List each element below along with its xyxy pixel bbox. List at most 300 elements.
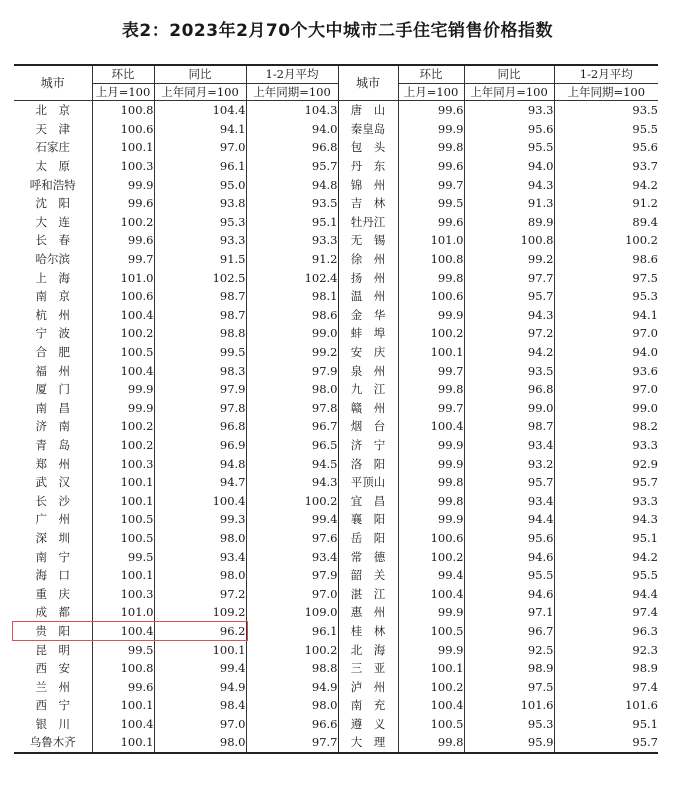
left-city-cell: 兰 州 xyxy=(35,679,70,694)
left-city-cell: 上 海 xyxy=(35,270,70,285)
avg-base-right: 上年同期=100 xyxy=(554,84,658,101)
tb-base-right: 上年同月=100 xyxy=(464,84,554,101)
right-avg-cell: 94.2 xyxy=(554,175,658,194)
left-tb-cell: 100.1 xyxy=(154,640,246,659)
right-hb-cell: 100.1 xyxy=(398,343,464,362)
table-row xyxy=(14,306,658,325)
right-tb-cell: 95.5 xyxy=(464,566,554,585)
right-tb-cell: 91.3 xyxy=(464,194,554,213)
left-city-cell: 合 肥 xyxy=(35,345,70,360)
right-city-cell: 济 宁 xyxy=(338,436,398,455)
left-avg-cell: 95.1 xyxy=(246,213,338,232)
right-tb-cell: 95.5 xyxy=(464,138,554,157)
table-row xyxy=(14,268,658,287)
left-avg-cell: 97.7 xyxy=(246,733,338,753)
left-city-cell: 西 宁 xyxy=(35,698,70,713)
left-avg-cell: 98.1 xyxy=(246,287,338,306)
right-tb-cell: 93.2 xyxy=(464,454,554,473)
right-city-cell: 桂 林 xyxy=(338,622,398,641)
left-city-cell: 沈 阳 xyxy=(35,196,70,211)
left-tb-cell: 93.4 xyxy=(154,547,246,566)
left-avg-cell: 95.7 xyxy=(246,157,338,176)
left-hb-cell: 100.1 xyxy=(92,733,154,753)
left-tb-cell: 98.3 xyxy=(154,361,246,380)
right-hb-cell: 100.5 xyxy=(398,622,464,641)
left-city-cell: 长 春 xyxy=(35,233,70,248)
table-row xyxy=(14,640,658,659)
right-city-cell: 锦 州 xyxy=(338,175,398,194)
left-tb-cell: 98.7 xyxy=(154,306,246,325)
left-tb-cell: 98.0 xyxy=(154,529,246,548)
left-city-cell: 重 庆 xyxy=(35,586,70,601)
right-tb-cell: 96.8 xyxy=(464,380,554,399)
left-tb-cell: 97.8 xyxy=(154,399,246,418)
left-city-cell: 海 口 xyxy=(35,568,70,583)
right-hb-cell: 99.9 xyxy=(398,120,464,139)
left-city-cell: 成 都 xyxy=(35,605,70,620)
table-row xyxy=(14,343,658,362)
left-city-cell: 青 岛 xyxy=(35,437,70,452)
left-avg-cell: 94.5 xyxy=(246,454,338,473)
city-header-right: 城市 xyxy=(338,65,398,101)
left-tb-cell: 94.8 xyxy=(154,454,246,473)
right-city-cell: 安 庆 xyxy=(338,343,398,362)
left-hb-cell: 100.3 xyxy=(92,454,154,473)
left-hb-cell: 100.5 xyxy=(92,529,154,548)
left-avg-cell: 97.9 xyxy=(246,361,338,380)
right-city-cell: 北 海 xyxy=(338,640,398,659)
left-hb-cell: 101.0 xyxy=(92,603,154,622)
left-city-cell: 厦 门 xyxy=(35,382,70,397)
right-city-cell: 丹 东 xyxy=(338,157,398,176)
left-tb-cell: 98.7 xyxy=(154,287,246,306)
left-city-cell: 福 州 xyxy=(35,363,70,378)
left-hb-cell: 99.5 xyxy=(92,547,154,566)
right-hb-cell: 99.7 xyxy=(398,175,464,194)
left-avg-cell: 99.4 xyxy=(246,510,338,529)
table-row xyxy=(14,361,658,380)
left-tb-cell: 97.0 xyxy=(154,138,246,157)
right-hb-cell: 99.8 xyxy=(398,733,464,753)
right-avg-cell: 93.6 xyxy=(554,361,658,380)
right-hb-cell: 99.6 xyxy=(398,213,464,232)
right-avg-cell: 91.2 xyxy=(554,194,658,213)
left-hb-cell: 100.4 xyxy=(92,715,154,734)
table-row xyxy=(14,157,658,176)
left-hb-cell: 100.2 xyxy=(92,324,154,343)
right-avg-cell: 95.3 xyxy=(554,287,658,306)
right-city-cell: 洛 阳 xyxy=(338,454,398,473)
right-hb-cell: 100.1 xyxy=(398,659,464,678)
left-avg-cell: 94.0 xyxy=(246,120,338,139)
right-avg-cell: 95.1 xyxy=(554,715,658,734)
left-avg-cell: 94.3 xyxy=(246,473,338,492)
right-avg-cell: 97.0 xyxy=(554,324,658,343)
table-row xyxy=(14,603,658,622)
right-tb-cell: 94.6 xyxy=(464,584,554,603)
table-row xyxy=(14,138,658,157)
tb-base-left: 上年同月=100 xyxy=(154,84,246,101)
left-avg-cell: 109.0 xyxy=(246,603,338,622)
left-hb-cell: 99.9 xyxy=(92,399,154,418)
right-tb-cell: 94.3 xyxy=(464,175,554,194)
left-tb-cell: 98.0 xyxy=(154,733,246,753)
left-avg-cell: 96.7 xyxy=(246,417,338,436)
left-avg-cell: 99.2 xyxy=(246,343,338,362)
left-city-cell: 南 京 xyxy=(35,289,70,304)
right-avg-cell: 99.0 xyxy=(554,399,658,418)
table-row xyxy=(14,399,658,418)
right-tb-cell: 98.9 xyxy=(464,659,554,678)
left-city-cell: 深 圳 xyxy=(35,530,70,545)
left-city-cell: 南 昌 xyxy=(35,400,70,415)
avg-header-right: 1-2月平均 xyxy=(554,65,658,84)
table-row xyxy=(14,417,658,436)
right-city-cell: 徐 州 xyxy=(338,250,398,269)
right-city-cell: 吉 林 xyxy=(338,194,398,213)
left-hb-cell: 100.5 xyxy=(92,343,154,362)
right-hb-cell: 99.6 xyxy=(398,157,464,176)
left-hb-cell: 99.9 xyxy=(92,175,154,194)
hb-base-left: 上月=100 xyxy=(92,84,154,101)
left-city-cell: 银 川 xyxy=(35,716,70,731)
tb-header-right: 同比 xyxy=(464,65,554,84)
right-city-cell: 包 头 xyxy=(338,138,398,157)
table-row xyxy=(14,436,658,455)
right-tb-cell: 97.5 xyxy=(464,677,554,696)
left-avg-cell: 97.6 xyxy=(246,529,338,548)
right-city-cell: 平顶山 xyxy=(338,473,398,492)
table-row xyxy=(14,120,658,139)
right-city-cell: 秦皇岛 xyxy=(338,120,398,139)
right-tb-cell: 95.7 xyxy=(464,287,554,306)
left-city-cell: 北 京 xyxy=(35,103,70,118)
right-tb-cell: 101.6 xyxy=(464,696,554,715)
right-avg-cell: 93.5 xyxy=(554,101,658,120)
right-tb-cell: 94.6 xyxy=(464,547,554,566)
table-row xyxy=(14,677,658,696)
right-tb-cell: 94.4 xyxy=(464,510,554,529)
right-hb-cell: 100.2 xyxy=(398,677,464,696)
left-avg-cell: 100.2 xyxy=(246,640,338,659)
right-hb-cell: 100.8 xyxy=(398,250,464,269)
right-hb-cell: 100.6 xyxy=(398,529,464,548)
right-tb-cell: 99.2 xyxy=(464,250,554,269)
right-city-cell: 惠 州 xyxy=(338,603,398,622)
right-hb-cell: 100.2 xyxy=(398,547,464,566)
right-city-cell: 金 华 xyxy=(338,306,398,325)
right-avg-cell: 97.4 xyxy=(554,603,658,622)
right-tb-cell: 96.7 xyxy=(464,622,554,641)
left-hb-cell: 99.6 xyxy=(92,194,154,213)
right-avg-cell: 94.3 xyxy=(554,510,658,529)
left-tb-cell: 98.8 xyxy=(154,324,246,343)
left-hb-cell: 100.1 xyxy=(92,566,154,585)
right-city-cell: 韶 关 xyxy=(338,566,398,585)
right-city-cell: 无 锡 xyxy=(338,231,398,250)
right-hb-cell: 99.8 xyxy=(398,380,464,399)
right-avg-cell: 97.0 xyxy=(554,380,658,399)
left-hb-cell: 99.7 xyxy=(92,250,154,269)
right-avg-cell: 97.4 xyxy=(554,677,658,696)
right-hb-cell: 99.4 xyxy=(398,566,464,585)
right-tb-cell: 97.2 xyxy=(464,324,554,343)
table-row xyxy=(14,324,658,343)
right-hb-cell: 99.8 xyxy=(398,473,464,492)
left-avg-cell: 100.2 xyxy=(246,491,338,510)
left-city-cell: 呼和浩特 xyxy=(29,177,76,192)
right-city-cell: 南 充 xyxy=(338,696,398,715)
right-city-cell: 湛 江 xyxy=(338,584,398,603)
right-avg-cell: 95.7 xyxy=(554,473,658,492)
hb-header-left: 环比 xyxy=(92,65,154,84)
left-hb-cell: 100.4 xyxy=(92,361,154,380)
table-row xyxy=(14,696,658,715)
left-hb-cell: 99.6 xyxy=(92,677,154,696)
right-tb-cell: 93.3 xyxy=(464,101,554,120)
left-hb-cell: 100.3 xyxy=(92,584,154,603)
right-tb-cell: 94.0 xyxy=(464,157,554,176)
right-hb-cell: 99.8 xyxy=(398,268,464,287)
left-city-cell: 西 安 xyxy=(35,661,70,676)
right-tb-cell: 97.1 xyxy=(464,603,554,622)
table-row xyxy=(14,566,658,585)
left-tb-cell: 98.0 xyxy=(154,566,246,585)
left-avg-cell: 97.0 xyxy=(246,584,338,603)
right-avg-cell: 97.5 xyxy=(554,268,658,287)
left-city-cell: 郑 州 xyxy=(35,456,70,471)
table-row xyxy=(14,473,658,492)
left-tb-cell: 97.2 xyxy=(154,584,246,603)
left-avg-cell: 96.1 xyxy=(246,622,338,641)
left-tb-cell: 93.8 xyxy=(154,194,246,213)
left-hb-cell: 100.2 xyxy=(92,436,154,455)
right-avg-cell: 95.5 xyxy=(554,120,658,139)
left-avg-cell: 98.0 xyxy=(246,696,338,715)
right-hb-cell: 100.4 xyxy=(398,584,464,603)
left-city-cell: 武 汉 xyxy=(35,475,70,490)
left-city-cell: 石家庄 xyxy=(35,140,70,155)
left-avg-cell: 93.4 xyxy=(246,547,338,566)
left-hb-cell: 100.2 xyxy=(92,417,154,436)
left-tb-cell: 91.5 xyxy=(154,250,246,269)
table-row xyxy=(14,454,658,473)
table-row xyxy=(14,547,658,566)
right-city-cell: 襄 阳 xyxy=(338,510,398,529)
right-hb-cell: 101.0 xyxy=(398,231,464,250)
left-avg-cell: 104.3 xyxy=(246,101,338,120)
right-avg-cell: 98.2 xyxy=(554,417,658,436)
left-city-cell: 昆 明 xyxy=(35,642,70,657)
left-city-cell: 乌鲁木齐 xyxy=(14,733,92,753)
right-avg-cell: 89.4 xyxy=(554,213,658,232)
left-hb-cell: 100.1 xyxy=(92,491,154,510)
right-tb-cell: 98.7 xyxy=(464,417,554,436)
hb-header-right: 环比 xyxy=(398,65,464,84)
right-avg-cell: 93.3 xyxy=(554,491,658,510)
left-hb-cell: 100.1 xyxy=(92,473,154,492)
right-city-cell: 泉 州 xyxy=(338,361,398,380)
left-tb-cell: 94.1 xyxy=(154,120,246,139)
left-hb-cell: 100.5 xyxy=(92,510,154,529)
right-city-cell: 九 江 xyxy=(338,380,398,399)
right-hb-cell: 99.6 xyxy=(398,101,464,120)
left-city-cell: 杭 州 xyxy=(35,307,70,322)
avg-header-left: 1-2月平均 xyxy=(246,65,338,84)
left-hb-cell: 100.1 xyxy=(92,138,154,157)
right-avg-cell: 101.6 xyxy=(554,696,658,715)
right-avg-cell: 95.6 xyxy=(554,138,658,157)
left-tb-cell: 94.7 xyxy=(154,473,246,492)
table-row xyxy=(14,101,658,120)
left-avg-cell: 96.5 xyxy=(246,436,338,455)
right-tb-cell: 100.8 xyxy=(464,231,554,250)
right-city-cell: 牡丹江 xyxy=(338,213,398,232)
table-row xyxy=(14,715,658,734)
left-tb-cell: 95.0 xyxy=(154,175,246,194)
left-hb-cell: 99.9 xyxy=(92,380,154,399)
right-hb-cell: 100.5 xyxy=(398,715,464,734)
price-index-table xyxy=(14,64,658,754)
tb-header-left: 同比 xyxy=(154,65,246,84)
right-city-cell: 泸 州 xyxy=(338,677,398,696)
left-tb-cell: 97.0 xyxy=(154,715,246,734)
right-tb-cell: 92.5 xyxy=(464,640,554,659)
right-tb-cell: 89.9 xyxy=(464,213,554,232)
left-tb-cell: 96.1 xyxy=(154,157,246,176)
right-hb-cell: 99.8 xyxy=(398,138,464,157)
left-city-cell: 贵 阳 xyxy=(35,623,70,638)
right-city-cell: 遵 义 xyxy=(338,715,398,734)
table-row xyxy=(14,622,658,641)
right-city-cell: 蚌 埠 xyxy=(338,324,398,343)
table-row xyxy=(14,510,658,529)
left-tb-cell: 96.9 xyxy=(154,436,246,455)
right-avg-cell: 94.0 xyxy=(554,343,658,362)
left-avg-cell: 94.9 xyxy=(246,677,338,696)
left-hb-cell: 100.8 xyxy=(92,101,154,120)
left-tb-cell: 94.9 xyxy=(154,677,246,696)
left-avg-cell: 93.3 xyxy=(246,231,338,250)
table-row xyxy=(14,287,658,306)
left-avg-cell: 99.0 xyxy=(246,324,338,343)
right-avg-cell: 100.2 xyxy=(554,231,658,250)
left-city-cell: 大 连 xyxy=(35,214,70,229)
right-avg-cell: 94.2 xyxy=(554,547,658,566)
left-tb-cell: 96.2 xyxy=(154,622,246,641)
right-tb-cell: 97.7 xyxy=(464,268,554,287)
left-hb-cell: 100.4 xyxy=(92,306,154,325)
right-city-cell: 岳 阳 xyxy=(338,529,398,548)
right-tb-cell: 93.4 xyxy=(464,491,554,510)
right-city-cell: 温 州 xyxy=(338,287,398,306)
right-avg-cell: 95.5 xyxy=(554,566,658,585)
right-city-cell: 三 亚 xyxy=(338,659,398,678)
right-hb-cell: 100.4 xyxy=(398,417,464,436)
right-avg-cell: 92.3 xyxy=(554,640,658,659)
right-avg-cell: 93.7 xyxy=(554,157,658,176)
left-city-cell: 长 沙 xyxy=(35,493,70,508)
left-hb-cell: 100.3 xyxy=(92,157,154,176)
right-tb-cell: 93.5 xyxy=(464,361,554,380)
left-tb-cell: 102.5 xyxy=(154,268,246,287)
left-hb-cell: 99.5 xyxy=(92,640,154,659)
right-city-cell: 扬 州 xyxy=(338,268,398,287)
left-tb-cell: 98.4 xyxy=(154,696,246,715)
left-tb-cell: 99.3 xyxy=(154,510,246,529)
left-city-cell: 太 原 xyxy=(35,159,70,174)
right-tb-cell: 94.2 xyxy=(464,343,554,362)
left-hb-cell: 100.8 xyxy=(92,659,154,678)
left-avg-cell: 93.5 xyxy=(246,194,338,213)
right-avg-cell: 94.1 xyxy=(554,306,658,325)
right-hb-cell: 99.9 xyxy=(398,436,464,455)
hb-base-right: 上月=100 xyxy=(398,84,464,101)
left-city-cell: 天 津 xyxy=(35,121,70,136)
left-hb-cell: 100.1 xyxy=(92,696,154,715)
right-avg-cell: 92.9 xyxy=(554,454,658,473)
left-hb-cell: 99.6 xyxy=(92,231,154,250)
left-tb-cell: 95.3 xyxy=(154,213,246,232)
left-city-cell: 济 南 xyxy=(35,419,70,434)
avg-base-left: 上年同期=100 xyxy=(246,84,338,101)
left-tb-cell: 104.4 xyxy=(154,101,246,120)
table-header xyxy=(14,65,658,101)
right-city-cell: 宜 昌 xyxy=(338,491,398,510)
table-row xyxy=(14,733,658,753)
right-hb-cell: 99.9 xyxy=(398,306,464,325)
table-row xyxy=(14,175,658,194)
left-city-cell: 广 州 xyxy=(35,512,70,527)
left-avg-cell: 98.0 xyxy=(246,380,338,399)
left-avg-cell: 96.6 xyxy=(246,715,338,734)
right-hb-cell: 99.9 xyxy=(398,640,464,659)
left-hb-cell: 100.6 xyxy=(92,287,154,306)
left-tb-cell: 99.4 xyxy=(154,659,246,678)
right-tb-cell: 99.0 xyxy=(464,399,554,418)
right-hb-cell: 99.7 xyxy=(398,399,464,418)
left-hb-cell: 101.0 xyxy=(92,268,154,287)
left-city-cell: 哈尔滨 xyxy=(35,252,70,267)
table-body xyxy=(14,101,658,753)
left-avg-cell: 98.8 xyxy=(246,659,338,678)
right-avg-cell: 95.7 xyxy=(554,733,658,753)
right-tb-cell: 95.7 xyxy=(464,473,554,492)
table-row xyxy=(14,380,658,399)
right-tb-cell: 95.6 xyxy=(464,120,554,139)
left-city-cell: 宁 波 xyxy=(35,326,70,341)
right-hb-cell: 99.8 xyxy=(398,491,464,510)
table-row xyxy=(14,529,658,548)
right-city-cell: 唐 山 xyxy=(338,101,398,120)
right-avg-cell: 95.1 xyxy=(554,529,658,548)
left-city-cell: 南 宁 xyxy=(35,549,70,564)
right-hb-cell: 99.9 xyxy=(398,603,464,622)
left-tb-cell: 99.5 xyxy=(154,343,246,362)
table-row xyxy=(14,584,658,603)
right-hb-cell: 99.7 xyxy=(398,361,464,380)
right-hb-cell: 99.9 xyxy=(398,454,464,473)
left-tb-cell: 100.4 xyxy=(154,491,246,510)
left-avg-cell: 97.8 xyxy=(246,399,338,418)
right-tb-cell: 94.3 xyxy=(464,306,554,325)
right-city-cell: 常 德 xyxy=(338,547,398,566)
left-avg-cell: 97.9 xyxy=(246,566,338,585)
left-hb-cell: 100.4 xyxy=(92,622,154,641)
right-tb-cell: 95.9 xyxy=(464,733,554,753)
right-hb-cell: 100.4 xyxy=(398,696,464,715)
left-tb-cell: 93.3 xyxy=(154,231,246,250)
